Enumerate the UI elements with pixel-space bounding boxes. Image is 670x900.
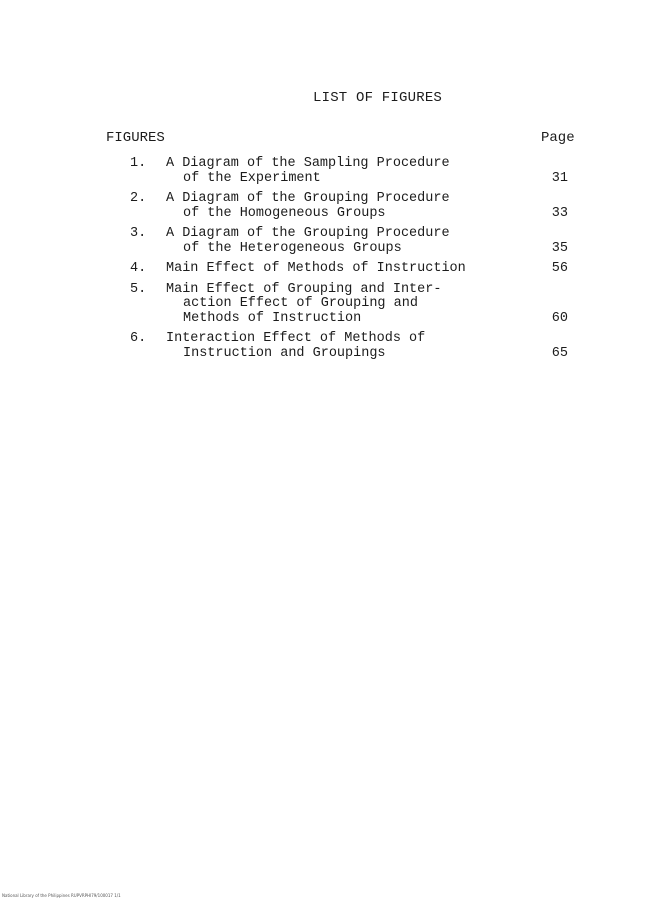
- figure-caption-line: A Diagram of the Grouping Procedure: [166, 226, 450, 241]
- figure-caption: [166, 262, 486, 277]
- figure-number: 5.: [130, 281, 147, 297]
- figure-page-number: 35: [551, 240, 568, 256]
- figure-page-number: 60: [551, 310, 568, 326]
- figure-caption: [166, 227, 486, 256]
- figure-caption-line: A Diagram of the Grouping Procedure: [166, 191, 450, 206]
- figure-number: 1.: [130, 156, 147, 171]
- figure-caption-line: action Effect of Grouping and: [183, 296, 418, 311]
- figure-caption-line: of the Homogeneous Groups: [183, 205, 386, 221]
- figure-entry: [130, 192, 590, 221]
- figure-entry: [130, 227, 590, 256]
- figure-number: 3.: [130, 226, 147, 241]
- figure-page-number: 65: [551, 345, 568, 361]
- figure-page-number: 31: [551, 170, 568, 186]
- figure-caption-line: Interaction Effect of Methods of: [166, 331, 426, 346]
- figure-caption-line: Main Effect of Grouping and Inter-: [166, 281, 442, 297]
- figure-page-number: 33: [551, 205, 568, 221]
- figure-entry: [130, 283, 590, 327]
- page-title: LIST OF FIGURES: [313, 90, 443, 106]
- figure-caption-line: of the Heterogeneous Groups: [183, 240, 402, 256]
- archive-stamp: National Library of the Philippines RUPVRPHI79/100017 1/1: [2, 893, 121, 898]
- figure-caption: [166, 283, 486, 327]
- figure-caption-line: of the Experiment: [183, 170, 321, 186]
- figure-caption-line: A Diagram of the Sampling Procedure: [166, 156, 450, 171]
- figure-number: 4.: [130, 261, 147, 276]
- figure-number: 2.: [130, 191, 147, 206]
- figure-caption-line: Main Effect of Methods of Instruction: [166, 261, 466, 276]
- figure-caption-line: Instruction and Groupings: [183, 345, 386, 361]
- figure-number: 6.: [130, 331, 147, 346]
- page-column-heading: Page: [541, 130, 575, 146]
- figure-entry: [130, 262, 590, 277]
- figure-caption: [166, 192, 486, 221]
- figure-caption: [166, 332, 486, 361]
- figure-page-number: 56: [551, 261, 568, 276]
- figure-entry: [130, 157, 590, 186]
- figure-entry: [130, 332, 590, 361]
- figure-caption-line: Methods of Instruction: [183, 310, 362, 326]
- figure-caption: [166, 157, 486, 186]
- figures-column-heading: FIGURES: [106, 130, 165, 146]
- figure-list: [130, 157, 590, 367]
